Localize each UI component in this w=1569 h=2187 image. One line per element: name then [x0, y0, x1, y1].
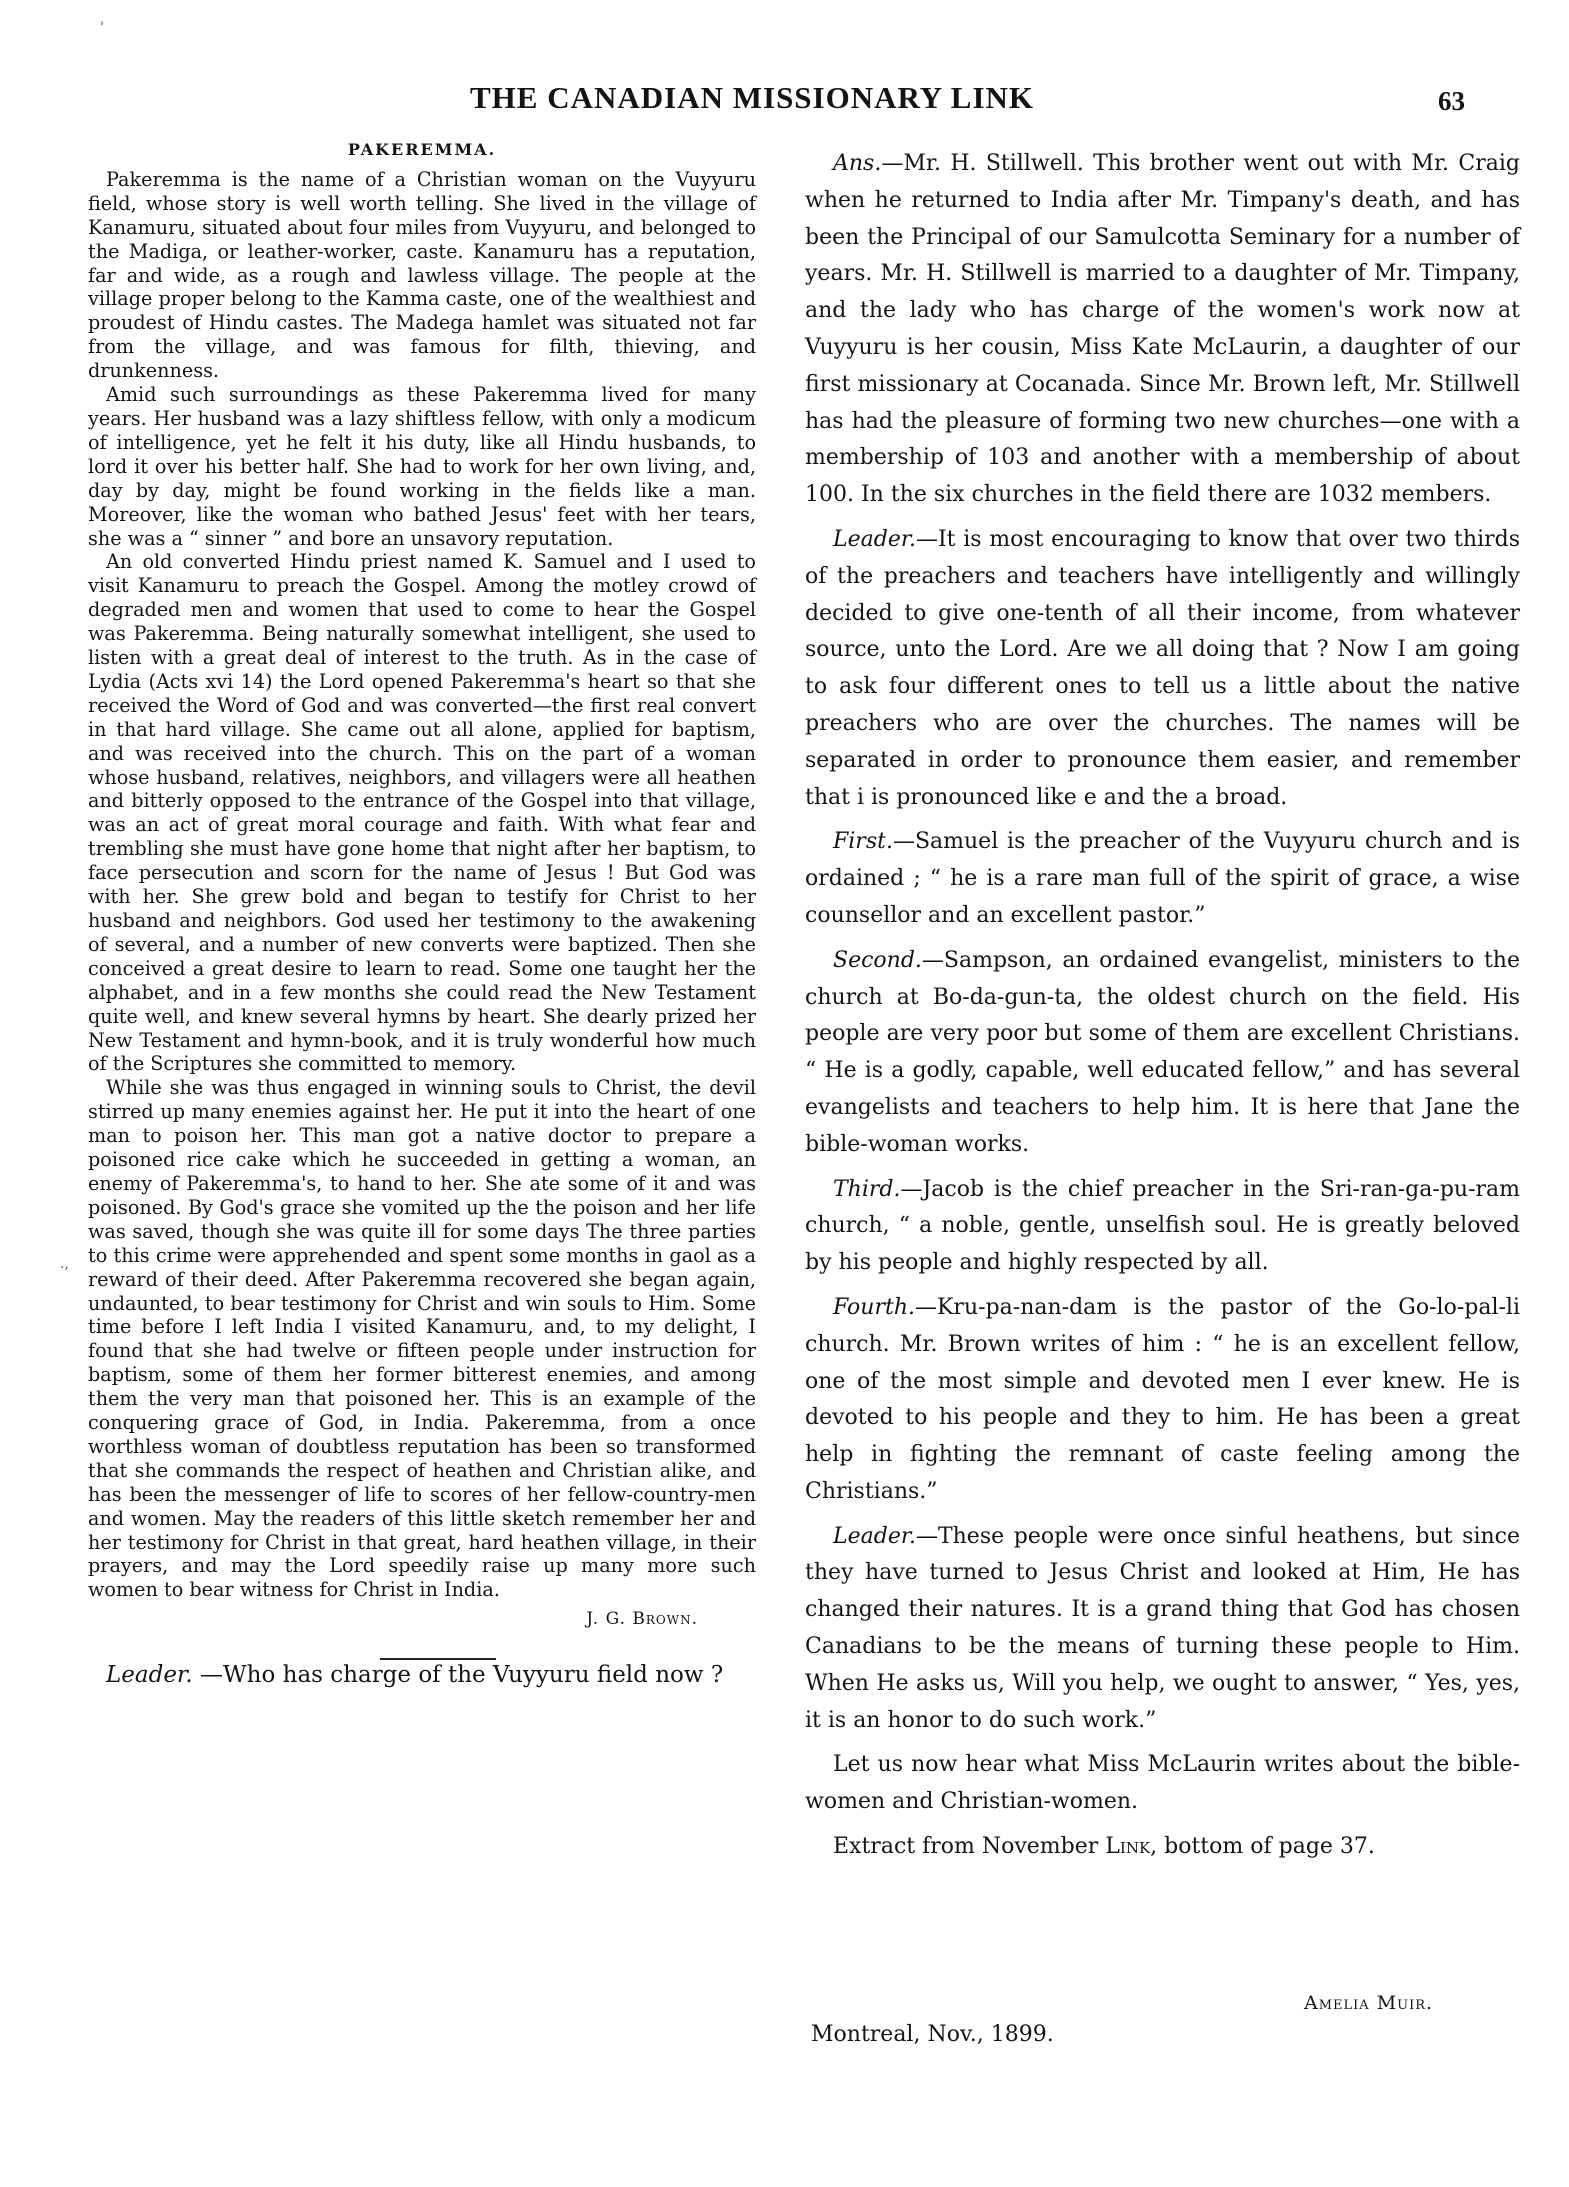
leader-label: Leader.	[833, 526, 916, 552]
leader-paragraph	[805, 522, 1520, 816]
leader-text: —It is most encouraging to know that over two thirds of the preachers and teachers have intelligently and willingly decided to give one-tenth of all their income, from whatever source, unto the Lord. Are we all doing that ? Now I am going to ask four different ones to tell us a little about the native preachers who are over the churches. The names will be separated in order to pronounce them easier, and remember that i is pronounced like e and the a broad.	[805, 526, 1520, 810]
answer-label: Ans.	[833, 151, 882, 176]
extract-note	[805, 1829, 1520, 1866]
fourth-label: Fourth.	[833, 1294, 915, 1320]
second-text: —Sampson, an ordained evangelist, ministers to the church at Bo-da-gun-ta, the oldest church on the field. His people are very poor but some of them are excellent Christians. “ He is a godly, capable, well educated fellow,” and has several evangelists and teachers to help him. It is here that Jane the bible-woman works.	[805, 947, 1520, 1157]
extract-note-pre: Extract from November	[833, 1834, 1106, 1860]
second-speaker-paragraph	[805, 943, 1520, 1164]
leader-paragraph	[805, 1519, 1520, 1740]
answer-paragraph	[805, 146, 1520, 514]
fourth-text: —Kru-pa-nan-dam is the pastor of the Go-lo-pal-li church. Mr. Brown writes of him : “ he is an excellent fellow, one of the most simple and devoted men I ever knew. He is devoted to his people and they to him. He has been a great help in fighting the remnant of caste feeling among the Christians.”	[805, 1294, 1520, 1504]
article-paragraph: An old converted Hindu priest named K. Samuel and I used to visit Kanamuru to preach the Gospel. Among the motley crowd of degraded men and women that used to come to hear the Gospel was Pakeremma. Being naturally somewhat intelligent, she used to listen with a great deal of interest to the truth. As in the case of Lydia (Acts xvi 14) the Lord opened Pakeremma's heart so that she received the Word of God and was converted—the first real convert in that hard village. She came out all alone, applied for baptism, and was received into the church. This on the part of a woman whose husband, relatives, neighbors, and villagers were all heathen and bitterly opposed to the entrance of the Gospel into that village, was an act of great moral courage and faith. With what fear and trembling she must have gone home that night after her baptism, to face persecution and scorn for the name of Jesus ! But God was with her. She grew bold and began to testify for Christ to her husband and neighbors. God used her testimony to the awakening of several, and a number of new converts were baptized. Then she conceived a great desire to learn to read. Some one taught her the alphabet, and in a few months she could read the New Testament quite well, and knew several hymns by heart. She dearly prized her New Testament and hymn-book, and it is truly wonderful how much of the Scriptures she committed to memory.	[88, 550, 756, 1076]
first-text: —Samuel is the preacher of the Vuyyuru church and is ordained ; “ he is a rare man full of the spirit of grace, a wise counsellor and an excellent pastor.”	[805, 829, 1520, 928]
answer-text: —Mr. H. Stillwell. This brother went out with Mr. Craig when he returned to India after Mr. Timpany's death, and has been the Principal of our Samulcotta Seminary for a number of years. Mr. H. Stillwell is married to a daughter of Mr. Timpany, and the lady who has charge of the women's work now at Vuyyuru is her cousin, Miss Kate McLaurin, a daughter of our first missionary at Cocanada. Since Mr. Brown left, Mr. Stillwell has had the pleasure of forming two new churches—one with a membership of 103 and another with a membership of about 100. In the six churches in the field there are 1032 members.	[805, 151, 1520, 508]
leader-label: Leader.	[106, 1662, 193, 1689]
footer-place-date: Montreal, Nov., 1899.	[811, 2022, 1054, 2047]
leader-text: —These people were once sinful heathens, but since they have turned to Jesus Christ and looked at Him, He has changed their natures. It is a grand thing that God has chosen Canadians to be the means of turning these people to Him. When He asks us, Will you help, we ought to answer, “ Yes, yes, it is an honor to do such work.”	[805, 1523, 1520, 1733]
article-title: PAKEREMMA.	[347, 140, 497, 159]
left-column	[88, 138, 756, 1690]
leader-question-text: —Who has charge of the Vuyyuru field now ?	[192, 1662, 724, 1689]
first-label: First.	[833, 829, 893, 855]
stray-mark-top: '	[100, 20, 104, 36]
page-number: 63	[1438, 86, 1465, 116]
second-label: Second.	[833, 947, 922, 973]
closing-paragraph: Let us now hear what Miss McLaurin writes about the bible-women and Christian-women.	[805, 1752, 1520, 1815]
stray-mark-margin: .,	[60, 1256, 69, 1272]
extract-note-post: , bottom of page 37.	[1150, 1834, 1375, 1860]
third-label: Third.	[833, 1176, 901, 1202]
fourth-speaker-paragraph	[805, 1290, 1520, 1511]
running-title: THE CANADIAN MISSIONARY LINK	[470, 80, 1035, 115]
leader-label: Leader.	[833, 1523, 916, 1549]
first-speaker-paragraph	[805, 824, 1520, 934]
footer-author: Amelia Muir.	[1304, 1992, 1434, 2014]
article-signature: J. G. Brown.	[586, 1609, 698, 1630]
article-paragraph: Amid such surroundings as these Pakeremma lived for many years. Her husband was a lazy shiftless fellow, with only a modicum of intelligence, yet he felt it his duty, like all Hindu husbands, to lord it over his better half. She had to work for her own living, and, day by day, might be found working in the fields like a man. Moreover, like the woman who bathed Jesus' feet with her tears, she was a “ sinner ” and bore an unsavory reputation.	[88, 383, 756, 550]
third-text: —Jacob is the chief preacher in the Sri-ran-ga-pu-ram church, “ a noble, gentle, unselfish soul. He is greatly beloved by his people and highly respected by all.	[805, 1176, 1520, 1276]
right-column	[805, 146, 1520, 1866]
article-paragraph: Pakeremma is the name of a Christian woman on the Vuyyuru field, whose story is well worth telling. She lived in the village of Kanamuru, situated about four miles from Vuyyuru, and belonged to the Madiga, or leather-worker, caste. Kanamuru has a reputation, far and wide, as a rough and lawless village. The people at the village proper belong to the Kamma caste, one of the wealthiest and proudest of Hindu castes. The Madega hamlet was situated not far from the village, and was famous for filth, thieving, and drunkenness.	[88, 167, 756, 383]
third-speaker-paragraph	[805, 1172, 1520, 1282]
leader-question	[88, 1660, 756, 1690]
article-paragraph: While she was thus engaged in winning souls to Christ, the devil stirred up many enemies against her. He put it into the heart of one man to poison her. This man got a native doctor to prepare a poisoned rice cake which he succeeded in getting a woman, an enemy of Pakeremma's, to hand to her. She ate some of it and was poisoned. By God's grace she vomited up the the poison and her life was saved, though she was quite ill for some days The three parties to this crime were apprehended and spent some months in gaol as a reward of their deed. After Pakeremma recovered she began again, undaunted, to bear testimony for Christ and win souls to Him. Some time before I left India I visited Kanamuru, and, to my delight, I found that she had twelve or fifteen people under instruction for baptism, some of them her former bitterest enemies, and among them the very man that poisoned her. This is an example of the conquering grace of God, in India. Pakeremma, from a once worthless woman of doubtless reputation has been so transformed that she commands the respect of heathen and Christian alike, and has been the messenger of life to scores of her fellow-country-men and women. May the readers of this little sketch remember her and her testimony for Christ in that great, hard heathen village, in their prayers, and may the Lord speedily raise up many more such women to bear witness for Christ in India.	[88, 1076, 756, 1602]
extract-note-link: Link	[1105, 1834, 1151, 1860]
